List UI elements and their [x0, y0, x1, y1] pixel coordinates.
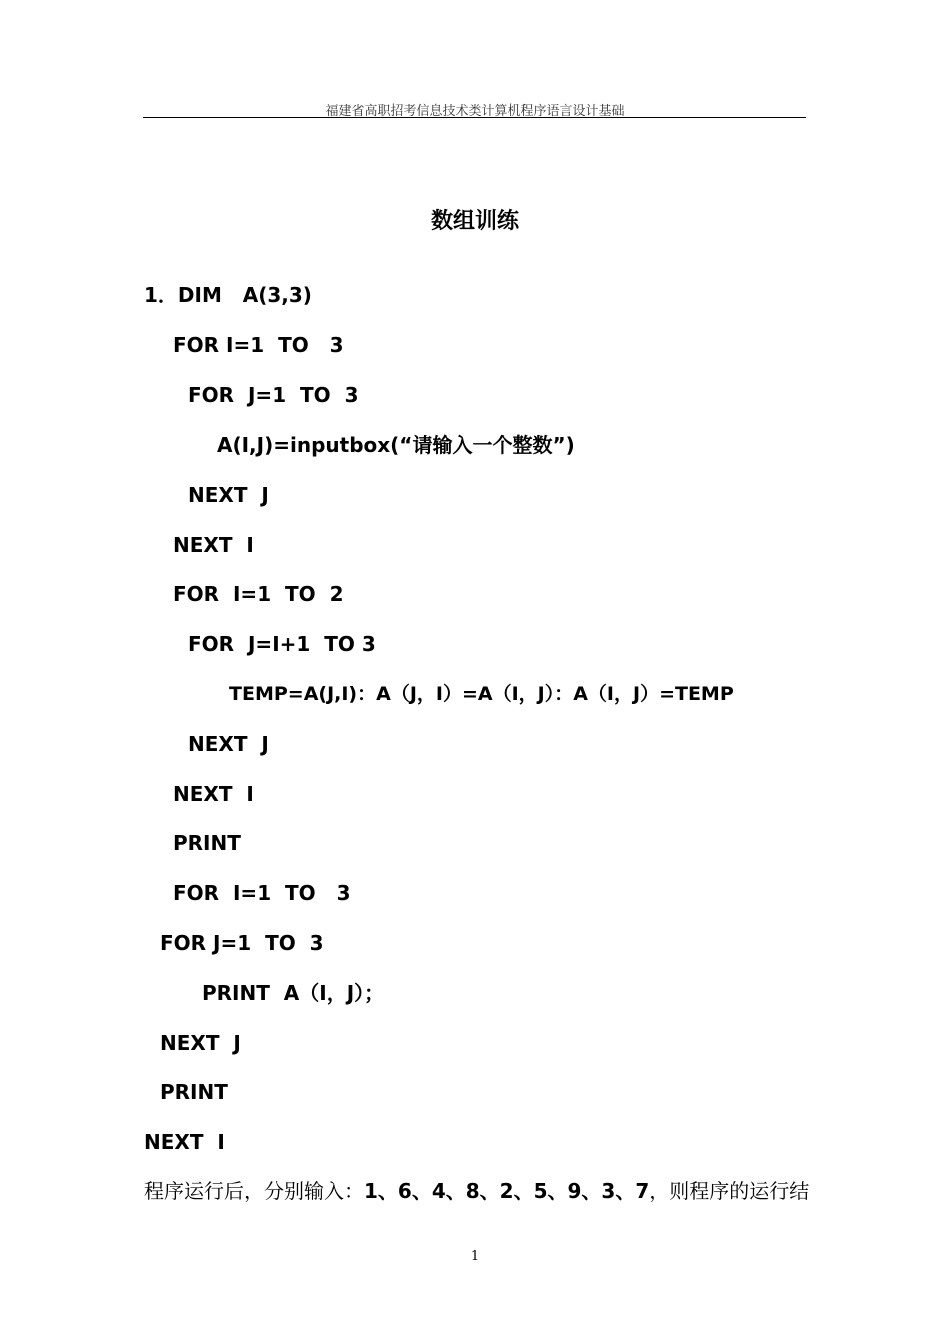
code-line-8: FOR J=I+1 TO 3 — [188, 632, 376, 656]
code-line-10: NEXT J — [188, 732, 269, 756]
code-line-14: FOR J=1 TO 3 — [160, 931, 324, 955]
code-line-17: PRINT — [160, 1080, 228, 1104]
prose-suffix: ，则程序的运行结 — [649, 1179, 810, 1203]
code-line-2: FOR I=1 TO 3 — [173, 333, 344, 357]
code-line-12: PRINT — [173, 831, 241, 855]
page-header: 福建省高职招考信息技术类计算机程序语言设计基础 — [325, 104, 625, 119]
prose-prefix: 程序运行后，分别输入： — [144, 1179, 364, 1203]
code-line-11: NEXT I — [173, 782, 254, 806]
code-line-18: NEXT I — [144, 1130, 225, 1154]
code-line-16: NEXT J — [160, 1031, 241, 1055]
code-line-13: FOR I=1 TO 3 — [173, 881, 351, 905]
page-title: 数组训练 — [430, 209, 519, 234]
prose-values: 1、6、4、8、2、5、9、3、7 — [364, 1179, 650, 1203]
code-line-15: PRINT A（I，J）； — [202, 981, 385, 1005]
code-line-3: FOR J=1 TO 3 — [188, 383, 359, 407]
page-number: 1 — [470, 1249, 480, 1264]
code-line-7: FOR I=1 TO 2 — [173, 582, 344, 606]
code-line-4: A(I,J)=inputbox(“请输入一个整数”) — [217, 433, 575, 457]
code-line-5: NEXT J — [188, 483, 269, 507]
code-line-6: NEXT I — [173, 533, 254, 557]
code-line-1: 1．DIM A(3,3) — [144, 283, 312, 307]
question-prose — [144, 1179, 809, 1203]
header-rule — [143, 117, 806, 118]
code-line-9: TEMP=A(J,I)：A（J，I）=A（I，J）：A（I，J）=TEMP — [229, 683, 734, 705]
